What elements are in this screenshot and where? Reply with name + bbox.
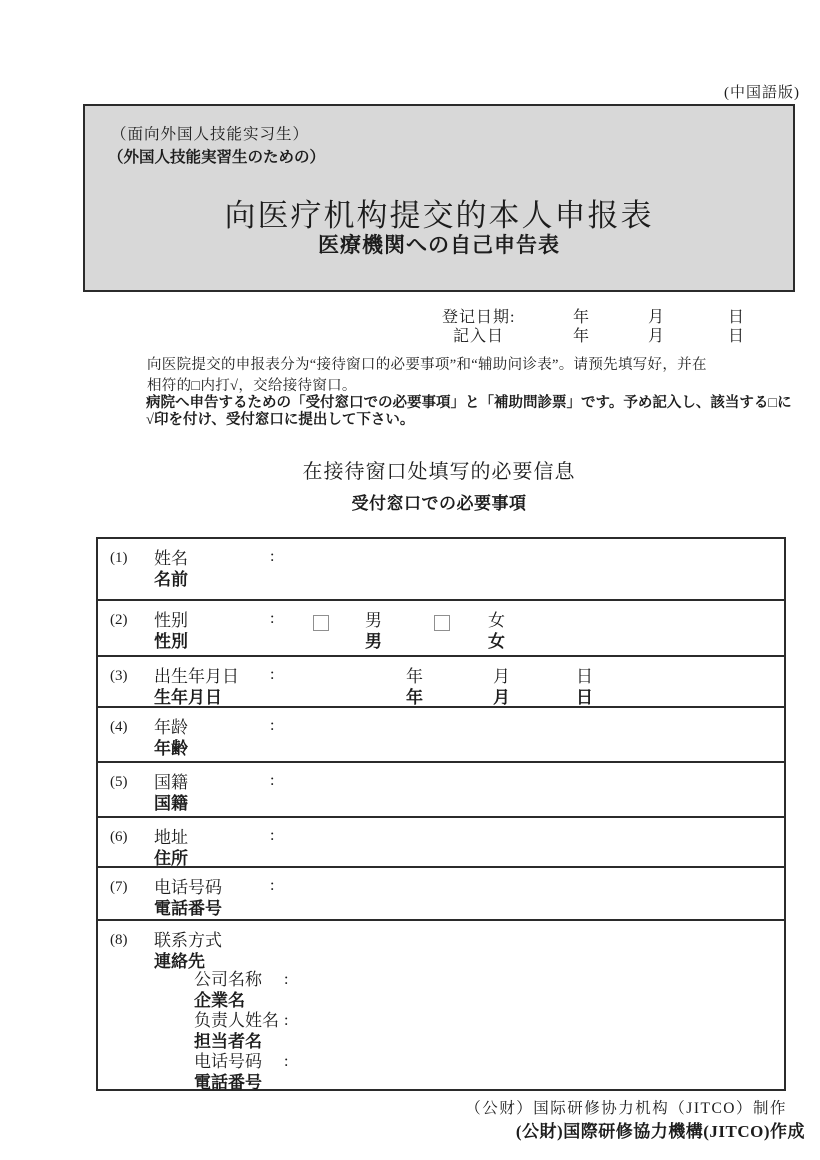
section-heading-cn: 在接待窗口处填写的必要信息 (302, 461, 576, 483)
instructions-cn-line1: 向医院提交的申报表分为“接待窗口的必要事项”和“辅助问诊表”。请预先填写好，并在 (147, 357, 707, 373)
instructions-jp-line2: √印を付け、受付窓口に提出して下さい。 (146, 412, 415, 428)
header-note-jp: （外国人技能実習生のための） (108, 149, 326, 166)
table-row-name (98, 539, 784, 599)
sub-label-cn: 负责人姓名 (194, 1011, 279, 1030)
footer-credit-jp: (公財)国際研修協力機構(JITCO)作成 (515, 1122, 805, 1141)
colon: : (270, 610, 275, 627)
row-number: (1) (110, 550, 128, 566)
female-label-jp: 女 (488, 632, 505, 651)
month-unit: 月 (493, 667, 510, 686)
colon: : (284, 971, 289, 988)
row-number: (8) (110, 932, 128, 948)
contact-company (194, 970, 289, 1011)
row-number: (4) (110, 719, 128, 735)
male-checkbox[interactable] (313, 615, 329, 631)
row-label-jp: 性別 (154, 632, 188, 651)
year-unit: 年 (406, 667, 423, 686)
month-unit: 月 (648, 328, 666, 345)
colon: : (270, 717, 275, 734)
reception-info-table (96, 537, 786, 1091)
day-unit: 日 (728, 328, 746, 345)
sub-label-jp: 企業名 (194, 990, 245, 1010)
row-label-cn: 性别 (154, 611, 188, 630)
year-unit: 年 (406, 688, 423, 707)
row-label-cn: 年龄 (154, 718, 188, 737)
row-label-jp: 電話番号 (154, 899, 222, 918)
table-row-nationality (98, 761, 784, 816)
colon: : (270, 827, 275, 844)
colon: : (284, 1053, 289, 1070)
row-label-cn: 电话号码 (154, 878, 222, 897)
colon: : (270, 666, 275, 683)
form-title-cn: 向医疗机构提交的本人申报表 (224, 198, 654, 233)
row-label-jp: 名前 (154, 570, 188, 589)
table-row-age (98, 706, 784, 761)
instructions-jp-line1: 病院へ申告するための「受付窓口での必要事項」と「補助問診票」です。予め記入し、該当する□に (146, 395, 792, 411)
colon: : (270, 772, 275, 789)
row-number: (5) (110, 774, 128, 790)
row-label-cn: 姓名 (154, 549, 188, 568)
day-unit: 日 (576, 688, 593, 707)
row-number: (7) (110, 879, 128, 895)
footer-credit-cn: （公财）国际研修协力机构（JITCO）制作 (465, 1100, 787, 1117)
row-label-jp: 国籍 (154, 794, 188, 813)
table-row-phone (98, 866, 784, 919)
male-label-jp: 男 (365, 632, 382, 651)
row-number: (2) (110, 612, 128, 628)
year-unit: 年 (573, 328, 591, 345)
contact-phone (194, 1052, 289, 1093)
row-label-jp: 年齢 (154, 739, 188, 758)
sub-label-cn: 公司名称 (194, 970, 262, 989)
instructions-cn-line2: 相符的□内打√，交给接待窗口。 (147, 378, 357, 394)
year-unit: 年 (573, 309, 591, 326)
table-row-contact (98, 919, 784, 1092)
row-label-cn: 国籍 (154, 773, 188, 792)
day-unit: 日 (576, 667, 593, 686)
contact-sub-list (194, 970, 289, 1093)
day-unit: 日 (728, 309, 746, 326)
entry-date-label-jp: 記入日 (453, 328, 505, 345)
row-number: (3) (110, 668, 128, 684)
row-label-cn: 联系方式 (154, 931, 222, 950)
table-row-sex (98, 599, 784, 655)
row-label-cn: 地址 (154, 828, 188, 847)
female-checkbox[interactable] (434, 615, 450, 631)
colon: : (270, 877, 275, 894)
row-label-jp: 生年月日 (154, 688, 222, 707)
section-heading-jp: 受付窓口での必要事項 (351, 494, 527, 513)
table-row-birthdate (98, 655, 784, 706)
sub-label-jp: 電話番号 (194, 1072, 262, 1092)
month-unit: 月 (648, 309, 666, 326)
sub-label-cn: 电话号码 (194, 1052, 262, 1071)
language-version-tag: (中国語版) (724, 85, 800, 101)
male-label-cn: 男 (365, 611, 382, 630)
row-label-cn: 出生年月日 (154, 667, 239, 686)
entry-date-label-cn: 登记日期: (442, 309, 516, 326)
form-header-box (83, 104, 795, 292)
row-label-jp: 住所 (154, 849, 188, 868)
header-note-cn: （面向外国人技能实习生） (111, 126, 310, 143)
form-title-jp: 医療機関への自己申告表 (318, 233, 560, 257)
month-unit: 月 (493, 688, 510, 707)
sub-label-jp: 担当者名 (194, 1031, 262, 1051)
contact-person (194, 1011, 289, 1052)
table-row-address (98, 816, 784, 866)
row-number: (6) (110, 829, 128, 845)
colon: : (284, 1012, 289, 1029)
female-label-cn: 女 (488, 611, 505, 630)
row-label-jp: 連絡先 (154, 952, 205, 971)
colon: : (270, 548, 275, 565)
